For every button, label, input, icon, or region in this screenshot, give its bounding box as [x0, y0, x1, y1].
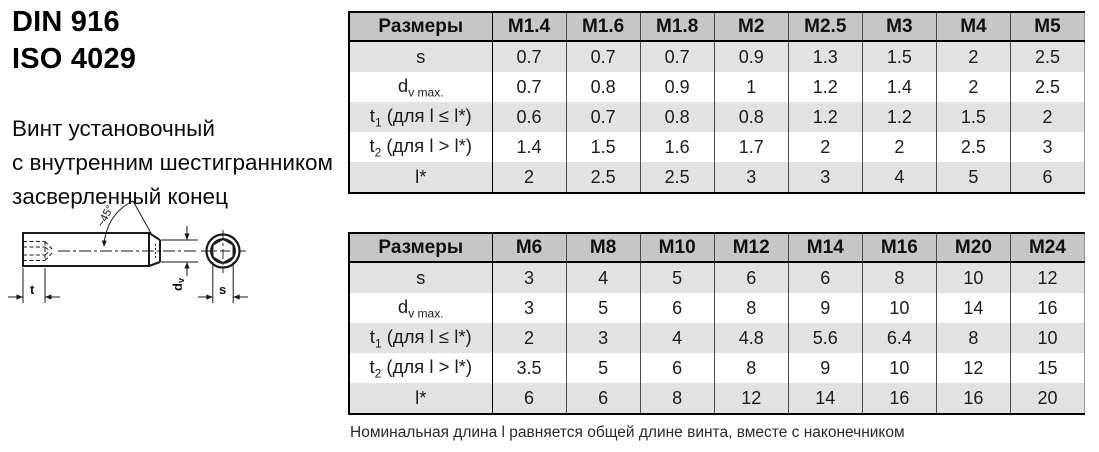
dimension-value-cell: 1.2: [788, 72, 862, 102]
description-line: Винт установочный: [12, 116, 215, 142]
dimension-value-cell: 4.8: [714, 323, 788, 353]
dimension-value-cell: 5: [566, 293, 640, 323]
dimension-value-cell: 1.3: [788, 41, 862, 72]
dimension-value-cell: 16: [1010, 293, 1084, 323]
dimension-value-cell: 2.5: [566, 162, 640, 193]
column-header: M20: [936, 233, 1010, 262]
dimension-value-cell: 0.7: [566, 41, 640, 72]
dimension-value-cell: 0.8: [714, 102, 788, 132]
table-row: [349, 383, 1085, 414]
dimension-value-cell: 1.2: [862, 102, 936, 132]
table-row: [349, 323, 1085, 353]
dimension-value-cell: 0.8: [566, 72, 640, 102]
table-row: [349, 353, 1085, 383]
column-header: M14: [788, 233, 862, 262]
dimension-value-cell: 6: [1010, 162, 1084, 193]
dimension-value-cell: 2.5: [936, 132, 1010, 162]
dimension-value-cell: 6.4: [862, 323, 936, 353]
column-header: M2: [714, 12, 788, 41]
footnote-text: Номинальная длина l равняется общей длине винта, вместе с наконечником: [350, 424, 905, 441]
standard-iso-title: ISO 4029: [12, 43, 137, 76]
dimension-value-cell: 16: [936, 383, 1010, 414]
dimension-value-cell: 12: [1010, 262, 1084, 293]
table-header-row: [349, 233, 1085, 262]
column-header: M24: [1010, 233, 1084, 262]
table-row: [349, 72, 1085, 102]
row-label: s: [349, 41, 492, 72]
row-label: l*: [349, 383, 492, 414]
dimension-value-cell: 8: [640, 383, 714, 414]
dimension-value-cell: 15: [1010, 353, 1084, 383]
dv-label: dv: [170, 278, 186, 291]
dimension-value-cell: 1.6: [640, 132, 714, 162]
dimension-value-cell: 1.5: [936, 102, 1010, 132]
table-row: [349, 262, 1085, 293]
dimension-value-cell: 4: [566, 262, 640, 293]
dimension-value-cell: 5: [566, 353, 640, 383]
column-header: M1.4: [492, 12, 566, 41]
dimension-value-cell: 2: [1010, 102, 1084, 132]
dimension-value-cell: 1.7: [714, 132, 788, 162]
dimension-value-cell: 3: [492, 293, 566, 323]
row-label: $t_2$ (для l > l*): [349, 132, 492, 162]
dimension-value-cell: 5: [640, 262, 714, 293]
t-label: t: [30, 282, 35, 297]
dimension-value-cell: 20: [1010, 383, 1084, 414]
dimension-value-cell: 12: [714, 383, 788, 414]
dimension-value-cell: 5: [936, 162, 1010, 193]
dimension-value-cell: 9: [788, 353, 862, 383]
dimension-value-cell: 2.5: [640, 162, 714, 193]
dimension-value-cell: 2: [492, 162, 566, 193]
column-header: M16: [862, 233, 936, 262]
row-label: $d_{v max.}$: [349, 293, 492, 323]
dimension-value-cell: 3: [714, 162, 788, 193]
dimension-value-cell: 10: [1010, 323, 1084, 353]
table-row: [349, 293, 1085, 323]
row-label: $t_1$ (для l ≤ l*): [349, 102, 492, 132]
dimension-value-cell: 10: [862, 293, 936, 323]
column-header: M1.8: [640, 12, 714, 41]
row-label: s: [349, 262, 492, 293]
column-header: M2.5: [788, 12, 862, 41]
dimension-value-cell: 6: [714, 262, 788, 293]
description-line: с внутренним шестигранником: [12, 149, 334, 175]
dimension-value-cell: 3: [788, 162, 862, 193]
row-label: $t_2$ (для l > l*): [349, 353, 492, 383]
table-header-row: [349, 12, 1085, 41]
table-row: [349, 132, 1085, 162]
dimension-value-cell: 0.7: [640, 41, 714, 72]
dimension-value-cell: 14: [936, 293, 1010, 323]
dimension-value-cell: 1.5: [566, 132, 640, 162]
title-block: [12, 4, 342, 213]
front-view: [201, 230, 246, 273]
side-view: [23, 233, 198, 266]
dimension-value-cell: 3: [566, 323, 640, 353]
column-header: M6: [492, 233, 566, 262]
dimension-value-cell: 0.9: [640, 72, 714, 102]
dimension-value-cell: 2.5: [1010, 41, 1084, 72]
dimension-value-cell: 5.6: [788, 323, 862, 353]
dimension-value-cell: 2.5: [1010, 72, 1084, 102]
corner-header: Размеры: [349, 233, 492, 262]
set-screw-drawing-svg: [0, 188, 262, 320]
dimension-value-cell: 1.4: [862, 72, 936, 102]
s-label: s: [219, 282, 227, 297]
dimension-value-cell: 0.6: [492, 102, 566, 132]
table-row: [349, 102, 1085, 132]
dimension-value-cell: 12: [936, 353, 1010, 383]
dimension-value-cell: 0.8: [640, 102, 714, 132]
column-header: M12: [714, 233, 788, 262]
dimension-value-cell: 6: [788, 262, 862, 293]
dimension-value-cell: 10: [862, 353, 936, 383]
dimension-value-cell: 4: [640, 323, 714, 353]
dimension-value-cell: 2: [862, 132, 936, 162]
dimension-value-cell: 0.7: [492, 72, 566, 102]
dimension-value-cell: 6: [566, 383, 640, 414]
dimension-value-cell: 2: [936, 72, 1010, 102]
hex-socket-hidden-lines: [23, 242, 54, 261]
corner-header: Размеры: [349, 12, 492, 41]
dimension-value-cell: 8: [936, 323, 1010, 353]
dimension-value-cell: 6: [640, 293, 714, 323]
standard-din-title: DIN 916: [12, 6, 120, 38]
dimension-value-cell: 6: [640, 353, 714, 383]
row-label: $t_1$ (для l ≤ l*): [349, 323, 492, 353]
dimension-value-cell: 6: [492, 383, 566, 414]
dimension-value-cell: 10: [936, 262, 1010, 293]
column-header: M3: [862, 12, 936, 41]
dimension-value-cell: 8: [862, 262, 936, 293]
dimension-value-cell: 3: [1010, 132, 1084, 162]
technical-drawing: [0, 188, 262, 320]
dimension-value-cell: 8: [714, 293, 788, 323]
table-row: [349, 162, 1085, 193]
dimension-value-cell: 16: [862, 383, 936, 414]
dimension-value-cell: 1.2: [788, 102, 862, 132]
dimension-value-cell: 8: [714, 353, 788, 383]
description-line: засверленный конец: [12, 183, 228, 209]
column-header: M8: [566, 233, 640, 262]
dimension-value-cell: 3: [492, 262, 566, 293]
dimension-value-cell: 2: [936, 41, 1010, 72]
dimension-value-cell: 0.7: [492, 41, 566, 72]
column-header: M5: [1010, 12, 1084, 41]
column-header: M4: [936, 12, 1010, 41]
dimension-value-cell: 3.5: [492, 353, 566, 383]
angle-label: ~45°: [95, 203, 117, 230]
dimension-value-cell: 2: [492, 323, 566, 353]
dimensions-table-m6-m24: [348, 232, 1085, 415]
dimension-value-cell: 1.5: [862, 41, 936, 72]
dimension-value-cell: 1: [714, 72, 788, 102]
dimension-value-cell: 1.4: [492, 132, 566, 162]
table-row: [349, 41, 1085, 72]
dimension-value-cell: 2: [788, 132, 862, 162]
column-header: M10: [640, 233, 714, 262]
dimension-value-cell: 9: [788, 293, 862, 323]
dimension-value-cell: 4: [862, 162, 936, 193]
column-header: M1.6: [566, 12, 640, 41]
dimension-value-cell: 14: [788, 383, 862, 414]
row-label: $d_{v max.}$: [349, 72, 492, 102]
row-label: l*: [349, 162, 492, 193]
dimension-value-cell: 0.7: [566, 102, 640, 132]
dimension-value-cell: 0.9: [714, 41, 788, 72]
dimensions-table-m1_4-m5: [348, 11, 1085, 194]
